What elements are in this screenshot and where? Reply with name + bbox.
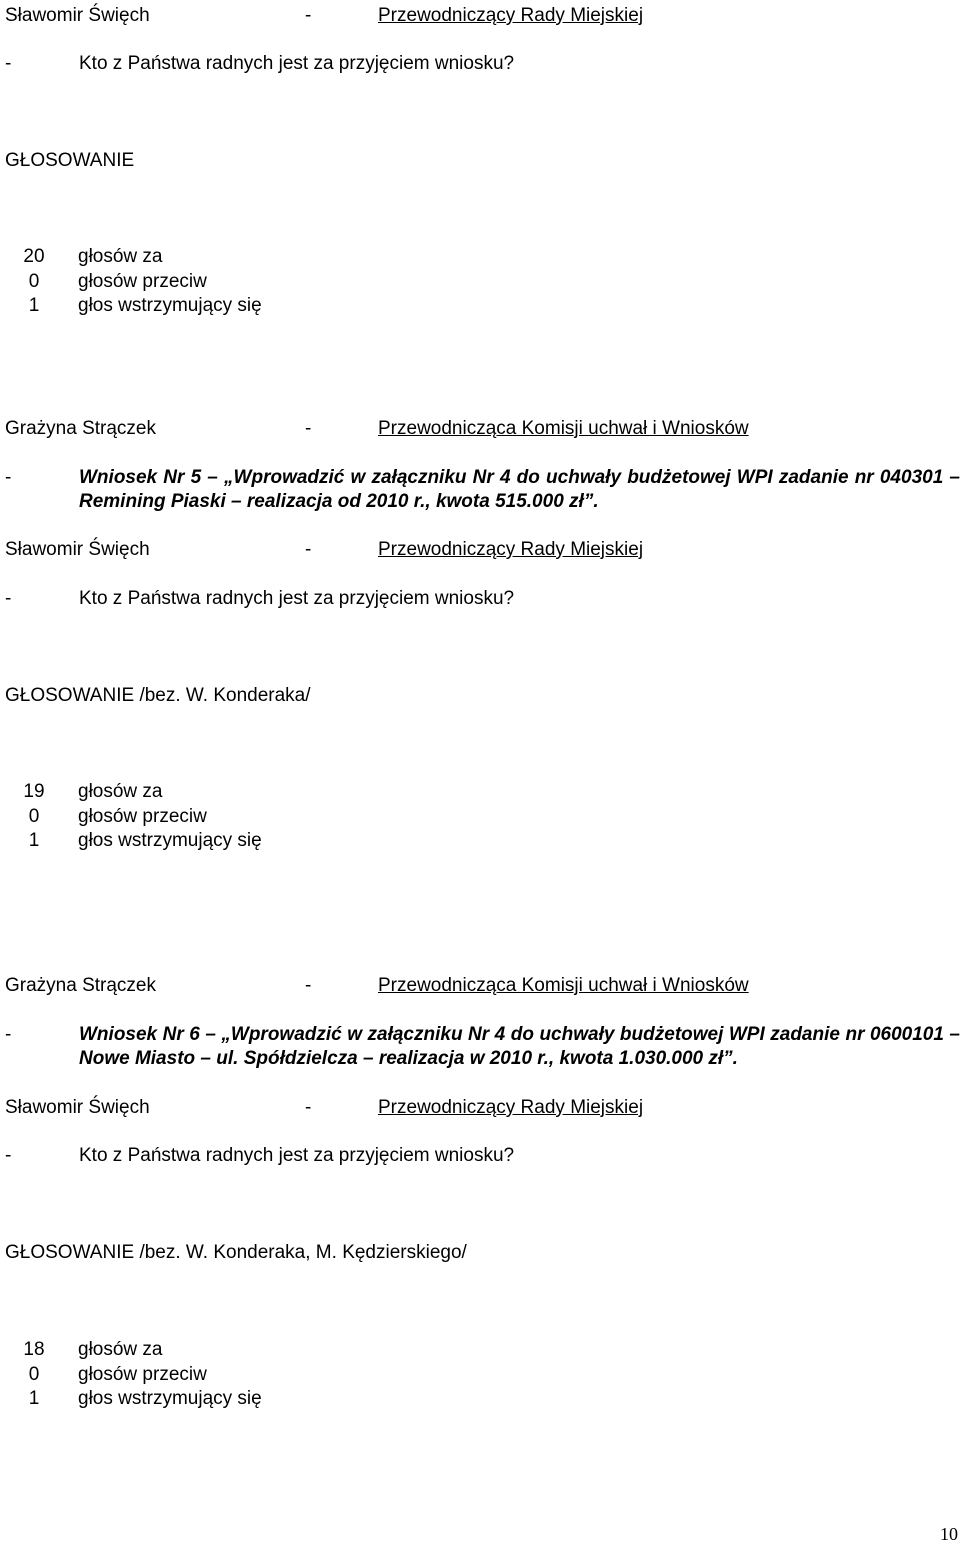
speaker-dash: - — [305, 5, 312, 26]
speaker-name: Sławomir Święch — [5, 539, 150, 560]
speaker-role: Przewodniczący Rady Miejskiej — [378, 1097, 644, 1118]
vote-row-against — [18, 270, 262, 295]
vote-count: 1 — [28, 1388, 40, 1409]
vote-label: głosów za — [78, 1339, 163, 1360]
speaker-name: Grażyna Strączek — [5, 418, 156, 439]
question-text: Kto z Państwa radnych jest za przyjęciem wniosku? — [79, 588, 515, 609]
vote-title-line — [5, 684, 311, 708]
vote-count: 18 — [23, 1339, 45, 1360]
motion-paragraph — [5, 466, 960, 514]
speaker-dash: - — [305, 539, 312, 560]
speaker-dash: - — [305, 418, 312, 439]
speaker-line-chair — [5, 1096, 705, 1120]
speaker-role: Przewodnicząca Komisji uchwał i Wniosków — [378, 418, 749, 439]
vote-count: 0 — [28, 1363, 40, 1385]
speaker-line-chair — [5, 538, 705, 562]
speaker-name: Grażyna Strączek — [5, 975, 156, 996]
vote-label: głosów za — [78, 781, 163, 802]
speaker-role: Przewodniczący Rady Miejskiej — [378, 5, 644, 26]
question-text: Kto z Państwa radnych jest za przyjęciem wniosku? — [79, 1145, 515, 1166]
motion-text: Wniosek Nr 6 – „Wprowadzić w załączniku Nr 4 do uchwały budżetowej WPI zadanie nr 0600101 – Nowe Miasto – ul. Spółdzielcza – realizacja w 2010 r., kwota 1.030.000 zł”. — [79, 1024, 960, 1069]
vote-row-abstain — [18, 829, 262, 854]
vote-count: 1 — [28, 295, 40, 316]
vote-label: głos wstrzymujący się — [78, 1388, 262, 1409]
vote-row-against — [18, 1363, 262, 1388]
vote-title: GŁOSOWANIE — [5, 685, 135, 706]
speaker-dash: - — [305, 1097, 312, 1118]
speaker-name: Sławomir Święch — [5, 1097, 150, 1118]
question-line — [5, 52, 514, 76]
vote-title: GŁOSOWANIE — [5, 1242, 135, 1263]
speaker-role: Przewodniczący Rady Miejskiej — [378, 539, 644, 560]
speaker-role: Przewodnicząca Komisji uchwał i Wniosków — [378, 975, 749, 996]
speaker-line-chair — [5, 4, 705, 28]
vote-row-for — [18, 245, 262, 270]
vote-count: 19 — [23, 781, 45, 802]
speaker-line-commission — [5, 974, 749, 998]
motion-text: Wniosek Nr 5 – „Wprowadzić w załączniku Nr 4 do uchwały budżetowej WPI zadanie nr 040301 – Remining Piaski – realizacja od 2010 r., kwota 515.000 zł”. — [79, 467, 960, 512]
vote-count: 1 — [28, 830, 40, 851]
vote-label: głos wstrzymujący się — [78, 295, 262, 316]
vote-count: 0 — [28, 270, 40, 292]
vote-row-for — [18, 1338, 262, 1363]
vote-note: /bez. W. Konderaka, M. Kędzierskiego/ — [139, 1242, 467, 1263]
vote-title-line — [5, 1241, 467, 1265]
question-dash: - — [5, 53, 12, 74]
speaker-dash: - — [305, 975, 312, 996]
vote-label: głosów przeciw — [78, 270, 207, 292]
vote-results — [18, 780, 262, 854]
vote-title-line — [5, 149, 134, 173]
question-line — [5, 1144, 514, 1168]
vote-title: GŁOSOWANIE — [5, 150, 135, 171]
question-dash: - — [5, 1145, 12, 1166]
vote-row-for — [18, 780, 262, 805]
speaker-name: Sławomir Święch — [5, 5, 150, 26]
question-dash: - — [5, 588, 12, 609]
motion-dash: - — [5, 467, 12, 488]
vote-row-abstain — [18, 294, 262, 319]
speaker-line-commission — [5, 417, 749, 441]
vote-label: głosów przeciw — [78, 805, 207, 827]
vote-row-abstain — [18, 1387, 262, 1412]
vote-row-against — [18, 805, 262, 830]
vote-count: 20 — [23, 246, 45, 267]
vote-note: /bez. W. Konderaka/ — [139, 685, 311, 706]
motion-dash: - — [5, 1024, 12, 1045]
question-text: Kto z Państwa radnych jest za przyjęciem wniosku? — [79, 53, 515, 74]
question-line — [5, 587, 514, 611]
vote-results — [18, 245, 262, 319]
page-number: 10 — [940, 1524, 958, 1544]
vote-results — [18, 1338, 262, 1412]
vote-label: głosów przeciw — [78, 1363, 207, 1385]
vote-count: 0 — [28, 805, 40, 827]
vote-label: głos wstrzymujący się — [78, 830, 262, 851]
vote-label: głosów za — [78, 246, 163, 267]
motion-paragraph — [5, 1023, 960, 1071]
